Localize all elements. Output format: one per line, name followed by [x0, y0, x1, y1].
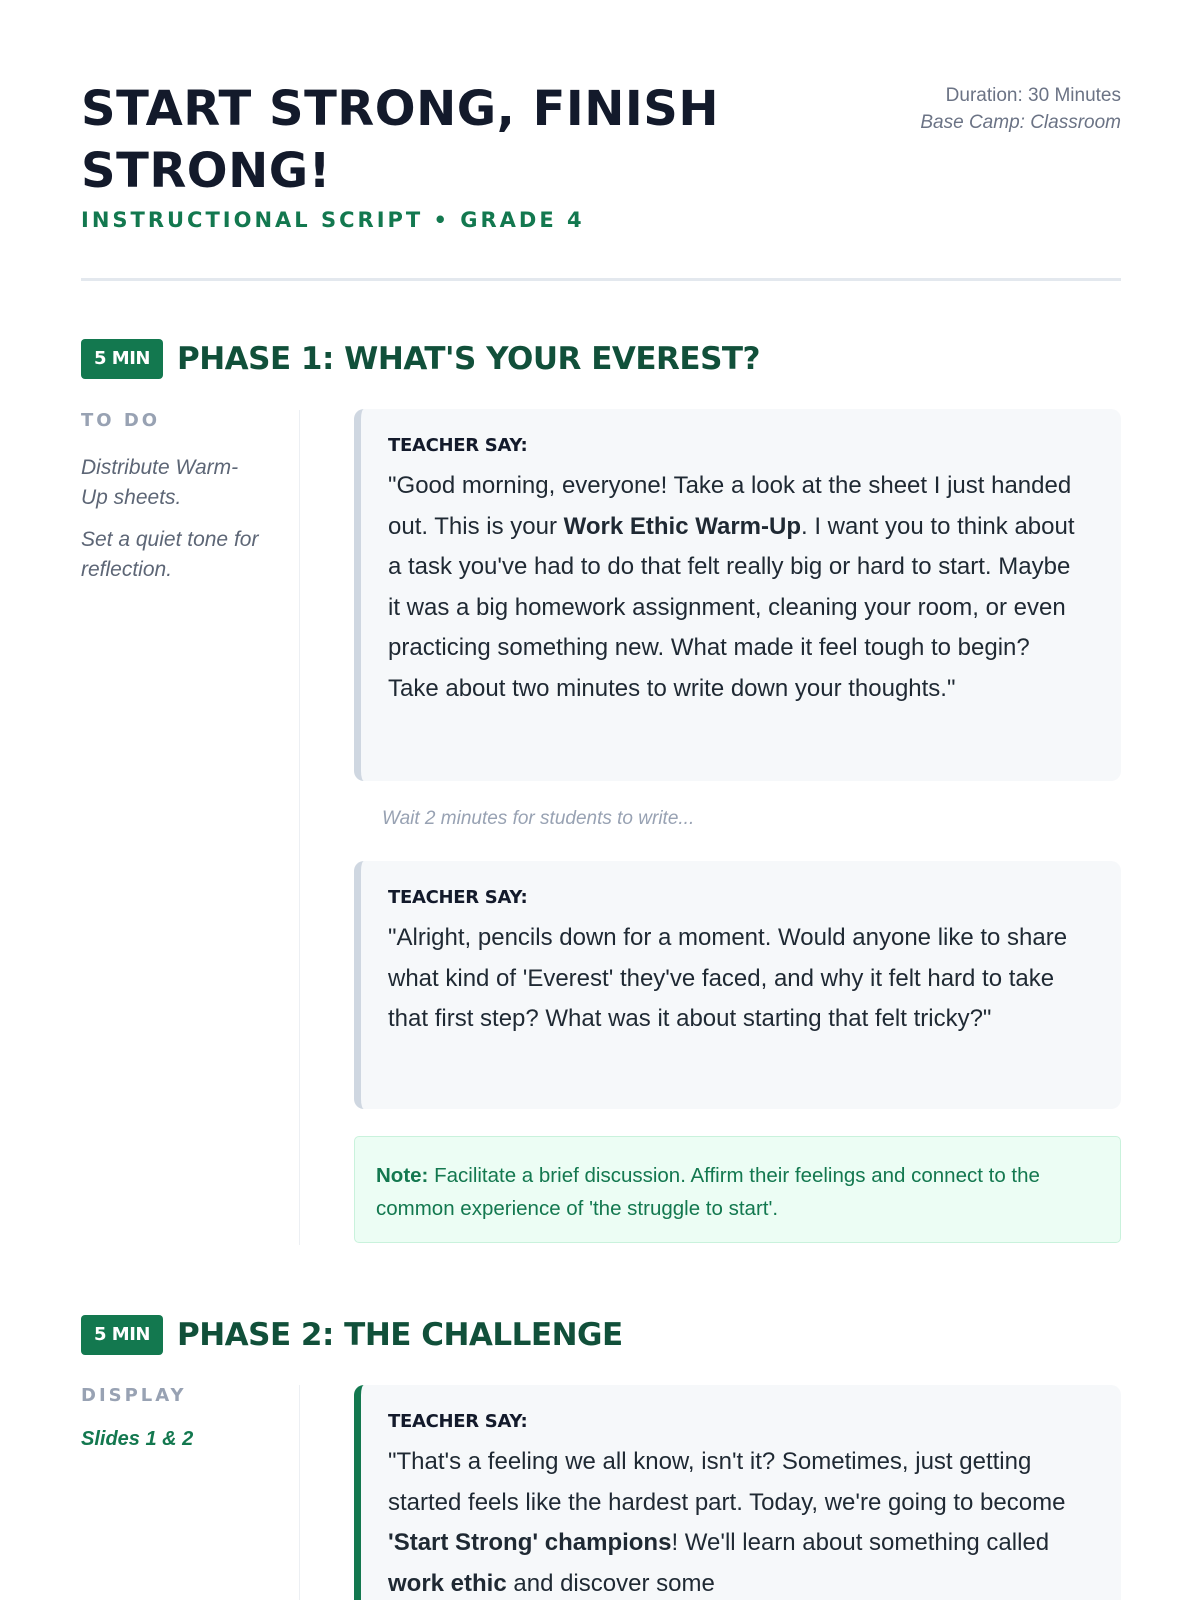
wait-instruction: Wait 2 minutes for students to write... [382, 808, 695, 829]
emphasis-text: work ethic [388, 1569, 507, 1597]
emphasis-text: Work Ethic Warm-Up [563, 512, 801, 540]
display-slides: Slides 1 & 2 [81, 1428, 194, 1450]
page-header [81, 78, 1121, 278]
lesson-meta [901, 82, 1121, 136]
header-divider [81, 278, 1121, 281]
phase-2-heading [81, 1315, 623, 1355]
page-subtitle: INSTRUCTIONAL SCRIPT • GRADE 4 [81, 208, 585, 232]
phase-1-heading [81, 339, 760, 379]
teacher-say-label: TEACHER SAY: [388, 1411, 528, 1432]
phase-2-title: PHASE 2: THE CHALLENGE [176, 1317, 623, 1353]
lesson-page [81, 0, 1121, 1600]
phase-2-divider [299, 1385, 300, 1600]
facilitation-note [354, 1136, 1121, 1243]
duration-text: Duration: 30 Minutes [945, 85, 1121, 106]
todo-item: Distribute Warm-Up sheets. [81, 456, 239, 509]
teacher-say-label: TEACHER SAY: [388, 435, 528, 456]
note-label: Note: [376, 1164, 429, 1187]
phase-1-sidebar [81, 410, 281, 585]
teacher-say-text: "Good morning, everyone! Take a look at the sheet I just handed out. This is your Work Ethic Warm-Up. I want you to think about a task you've had to do that felt really big or hard to start. Maybe it was a big homework assignment, cleaning your room, or even practicing something new. What made it feel tough to begin? Take about two minutes to write down your thoughts." [388, 472, 1075, 702]
display-label: DISPLAY [81, 1385, 187, 1406]
emphasis-text: 'Start Strong' champions [388, 1529, 672, 1556]
teacher-say-box [354, 861, 1121, 1109]
todo-label: TO DO [81, 410, 161, 431]
phase-2-sidebar [81, 1385, 281, 1451]
phase-2-time-badge: 5 MIN [81, 1315, 163, 1355]
note-text: Facilitate a brief discussion. Affirm their feelings and connect to the common experience of 'the struggle to start'. [376, 1164, 1040, 1220]
location-text: Base Camp: Classroom [920, 112, 1121, 133]
todo-item: Set a quiet tone for reflection. [81, 528, 259, 581]
teacher-say-text: "That's a feeling we all know, isn't it? Sometimes, just getting started feels like the hardest part. Today, we're going to become 'Start Strong' champions! We'll learn about something called work ethic and discover some [388, 1448, 1066, 1597]
phase-1-divider [299, 410, 300, 1245]
teacher-say-text: "Alright, pencils down for a moment. Would anyone like to share what kind of 'Everest' they've faced, and why it felt hard to take that first step? What was it about starting that felt tricky?" [388, 924, 1068, 1032]
teacher-say-box [354, 409, 1121, 781]
teacher-say-label: TEACHER SAY: [388, 887, 528, 908]
page-title: START STRONG, FINISH STRONG! [81, 81, 720, 199]
teacher-say-box [354, 1385, 1121, 1600]
phase-1-title: PHASE 1: WHAT'S YOUR EVEREST? [176, 341, 761, 377]
phase-1-time-badge: 5 MIN [81, 339, 163, 379]
